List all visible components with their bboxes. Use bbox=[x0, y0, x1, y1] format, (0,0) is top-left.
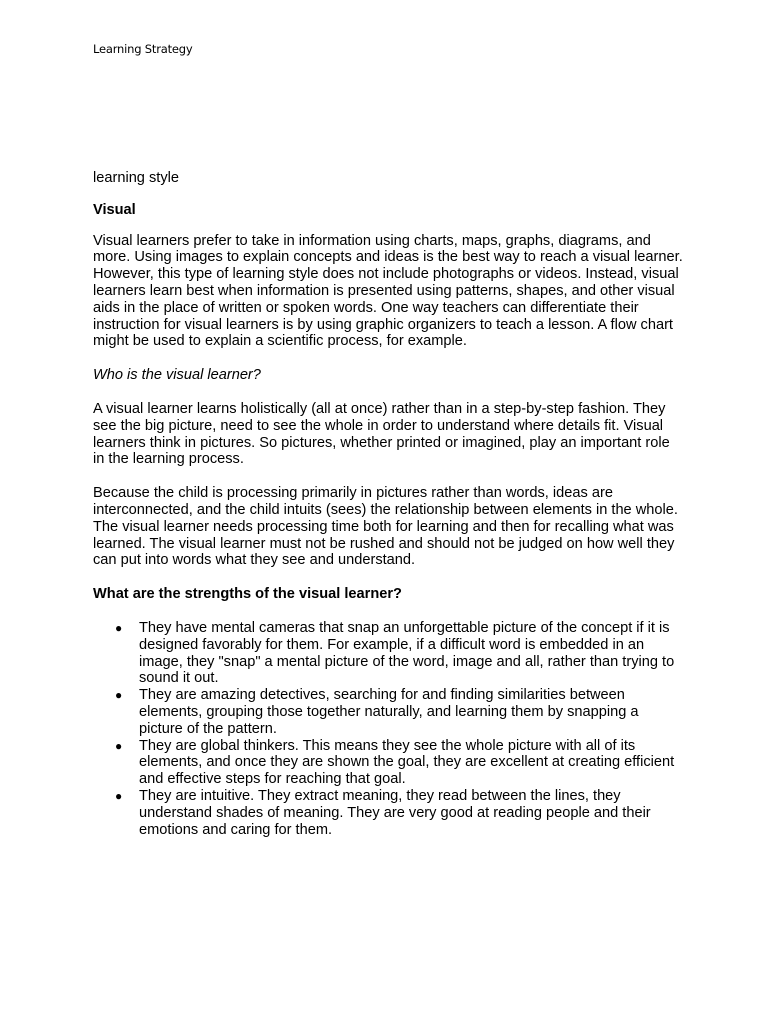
section-heading: Visual bbox=[93, 201, 136, 218]
list-item-text: They are amazing detectives, searching for and finding similarities between elements, grouping those together naturally, and learning them by snapping a picture of the pattern. bbox=[139, 687, 639, 737]
list-item bbox=[93, 788, 683, 838]
list-item bbox=[93, 687, 683, 737]
list-item bbox=[93, 620, 683, 687]
document-subtitle: learning style bbox=[93, 170, 179, 186]
list-item-text: They have mental cameras that snap an unforgettable picture of the concept if it is designed favorably for them. For example, if a difficult word is embedded in an image, they "snap" a mental picture of the word, image and all, rather than trying to sound it out. bbox=[139, 619, 675, 687]
intro-paragraph: Visual learners prefer to take in information using charts, maps, graphs, diagrams, and more. Using images to explain concepts and ideas is the best way to reach a visual learner. However, this type of learning style does not include photographs or videos. Instead, visual learners learn best when information is presented using patterns, shapes, and other visual aids in the place of written or spoken words. One way teachers can differentiate their instruction for visual learners is by using graphic organizers to teach a lesson. A flow chart might be used to explain a scientific process, for example. bbox=[93, 232, 683, 350]
document-body bbox=[93, 170, 683, 838]
strengths-heading: What are the strengths of the visual learner? bbox=[93, 586, 402, 603]
list-item bbox=[93, 738, 683, 788]
bullet-icon: ● bbox=[115, 788, 123, 803]
question-who-heading: Who is the visual learner? bbox=[93, 367, 261, 384]
holistic-paragraph: A visual learner learns holistically (all at once) rather than in a step-by-step fashion. They see the big picture, need to see the whole in order to understand where details fit. Visual learners think in pictures. So pictures, whether printed or imagined, play an important role in the learning process. bbox=[93, 400, 670, 468]
processing-paragraph: Because the child is processing primarily in pictures rather than words, ideas are interconnected, and the child intuits (sees) the relationship between elements in the whole. The visual learner needs processing time both for learning and then for recalling what was learned. The visual learner must not be rushed and should not be judged on how well they can put into words what they see and understand. bbox=[93, 485, 678, 569]
strengths-list bbox=[93, 620, 683, 838]
running-header: Learning Strategy bbox=[93, 42, 193, 56]
list-item-text: They are intuitive. They extract meaning, they read between the lines, they understand shades of meaning. They are very good at reading people and their emotions and caring for them. bbox=[139, 787, 651, 838]
list-item-text: They are global thinkers. This means they see the whole picture with all of its elements, and once they are shown the goal, they are excellent at creating efficient and effective steps for reaching that goal. bbox=[139, 737, 675, 788]
bullet-icon: ● bbox=[115, 688, 123, 703]
bullet-icon: ● bbox=[115, 738, 123, 753]
bullet-icon: ● bbox=[115, 620, 123, 635]
